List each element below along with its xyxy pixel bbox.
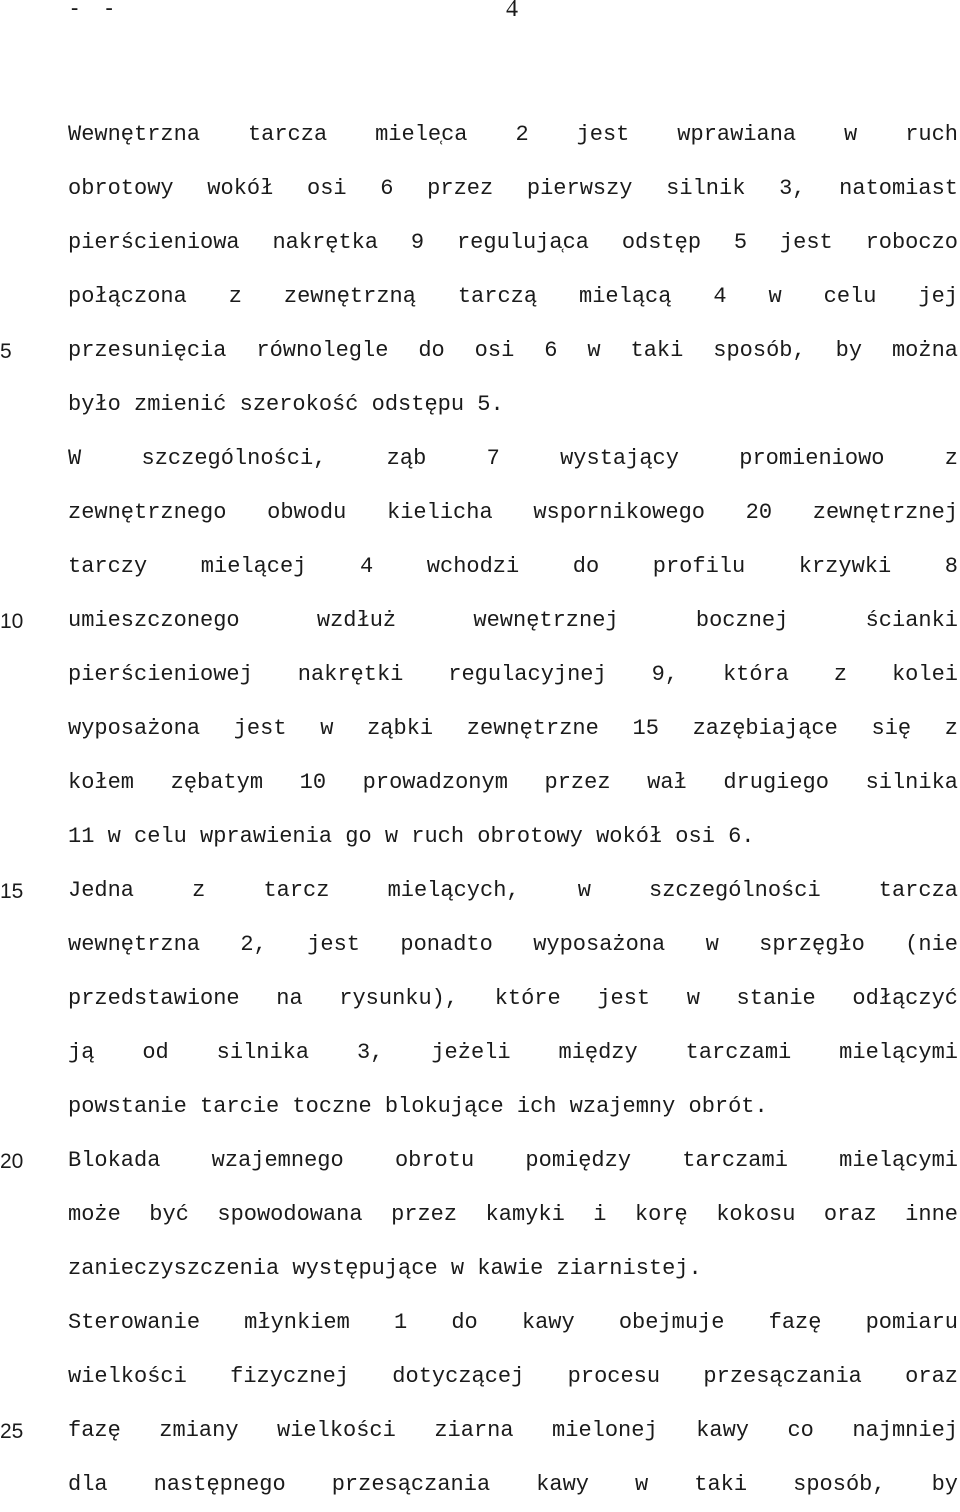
line-number-5: 5: [0, 340, 12, 363]
text-line: pierścieniowej nakrętki regulacyjnej 9, która z kolei: [68, 662, 958, 687]
body-text: [68, 108, 958, 1512]
line-number-margin: [0, 0, 40, 1500]
text-line: Jedna z tarcz mielących, w szczególności tarcza: [68, 878, 958, 903]
text-line: kołem zębatym 10 prowadzonym przez wał drugiego silnika: [68, 770, 958, 795]
text-line: zanieczyszczenia występujące w kawie ziarnistej.: [68, 1256, 702, 1281]
text-line: tarczy mielącej 4 wchodzi do profilu krzywki 8: [68, 554, 958, 579]
text-line: wielkości fizycznej dotyczącej procesu przesączania oraz: [68, 1364, 958, 1389]
header-dash: - -: [68, 0, 120, 21]
text-line: fazę zmiany wielkości ziarna mielonej kawy co najmniej: [68, 1418, 958, 1443]
text-line: przedstawione na rysunku), które jest w stanie odłączyć: [68, 986, 958, 1011]
line-number-10: 10: [0, 610, 24, 633]
line-number-25: 25: [0, 1420, 24, 1443]
line-number-20: 20: [0, 1150, 24, 1173]
text-line: było zmienić szerokość odstępu 5.: [68, 392, 504, 417]
text-line: wewnętrzna 2, jest ponadto wyposażona w sprzęgło (nie: [68, 932, 958, 957]
text-line: umieszczonego wzdłuż wewnętrznej bocznej ścianki: [68, 608, 958, 633]
text-line: 11 w celu wprawienia go w ruch obrotowy wokół osi 6.: [68, 824, 755, 849]
text-line: ją od silnika 3, jeżeli między tarczami mielącymi: [68, 1040, 958, 1065]
text-line: powstanie tarcie toczne blokujące ich wzajemny obrót.: [68, 1094, 768, 1119]
page-number: 4: [506, 0, 518, 22]
text-line: wyposażona jest w ząbki zewnętrzne 15 zazębiające się z: [68, 716, 958, 741]
text-line: przesunięcia równolegle do osi 6 w taki sposób, by można: [68, 338, 958, 363]
text-line: pierścieniowa nakrętka 9 reguluja̜ca odstęp 5 jest roboczo: [68, 230, 958, 255]
text-line: Blokada wzajemnego obrotu pomiędzy tarczami mielącymi: [68, 1148, 958, 1173]
text-line: Sterowanie młynkiem 1 do kawy obejmuje fazę pomiaru: [68, 1310, 958, 1335]
text-line: połączona z zewnętrzną tarczą mielącą 4 w celu jej: [68, 284, 958, 309]
line-number-15: 15: [0, 880, 24, 903]
text-line: może być spowodowana przez kamyki i korę kokosu oraz inne: [68, 1202, 958, 1227]
text-line: dla następnego przesączania kawy w taki sposób, by: [68, 1472, 958, 1497]
text-line: Wewnętrzna tarcza miele̜ca 2 jest wprawiana w ruch: [68, 122, 958, 147]
text-line: W szczególności, ząb 7 wystający promieniowo z: [68, 446, 958, 471]
page-header: [0, 0, 960, 30]
text-line: zewnętrznego obwodu kielicha wspornikowego 20 zewnętrznej: [68, 500, 958, 525]
text-line: obrotowy wokół osi 6 przez pierwszy silnik 3, natomiast: [68, 176, 958, 201]
